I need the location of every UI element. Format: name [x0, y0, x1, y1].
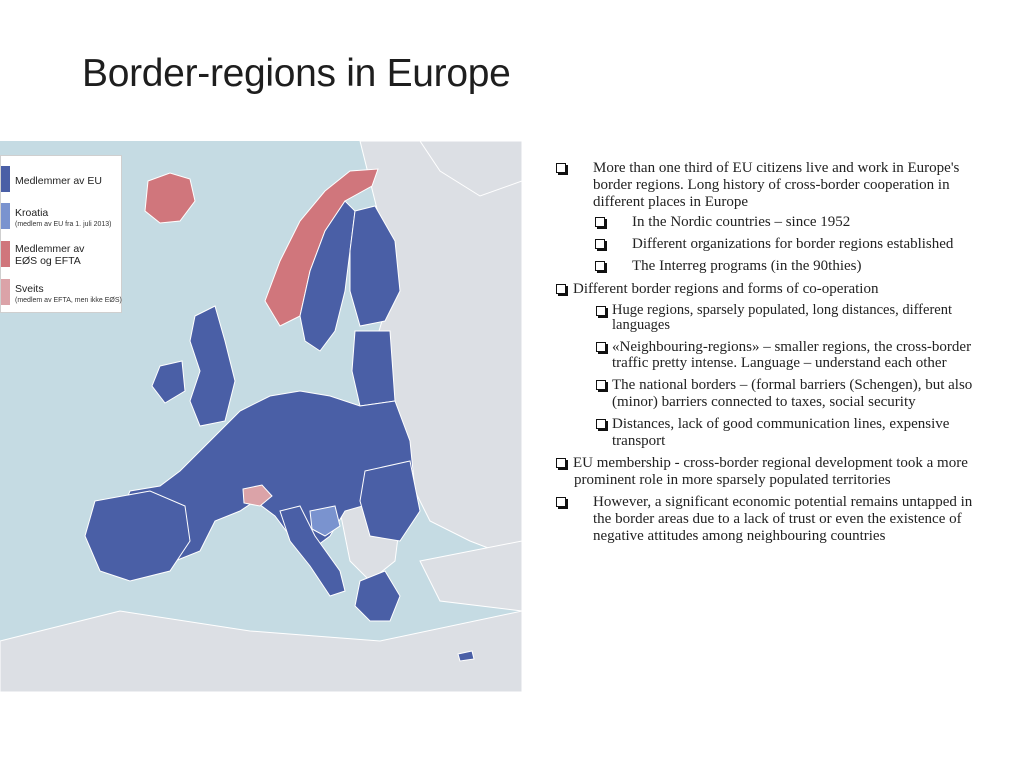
legend-swatch-eu	[1, 166, 10, 192]
bullet-1-sub-2	[550, 236, 990, 253]
bullet-2-sub-4-text: Distances, lack of good communication lines, expensive transport	[612, 415, 950, 449]
bullet-2-sub-4	[550, 416, 990, 450]
non-member-land-africa	[0, 611, 522, 692]
bullet-1-sub-1	[550, 214, 990, 231]
bullet-4-text: However, a significant economic potential remains untapped in the border areas due to a lack of trust or even the existence of negative attitudes among neighbouring countries	[593, 493, 973, 544]
bullet-1-text: More than one third of EU citizens live and work in Europe's border regions. Long history of cross-border cooperation in different places in Europe	[593, 160, 960, 210]
non-member-land-turkey	[420, 541, 522, 611]
checkbox-bullet-icon	[596, 419, 606, 429]
bullet-2	[550, 281, 990, 298]
checkbox-bullet-icon	[595, 217, 605, 227]
legend-swatch-eea	[1, 241, 10, 267]
checkbox-bullet-icon	[556, 163, 566, 173]
legend-note-switzerland: (medlem av EFTA, men ikke EØS)	[15, 297, 122, 304]
bullet-3	[550, 455, 990, 489]
checkbox-bullet-icon	[556, 284, 566, 294]
legend-swatch-switzerland	[1, 279, 10, 305]
bullet-2-sub-2-text: «Neighbouring-regions» – smaller regions, the cross-border traffic pretty intense. Language – understand each other	[612, 338, 972, 372]
legend-label-eea-line1: Medlemmer av	[15, 243, 85, 255]
checkbox-bullet-icon	[595, 239, 605, 249]
romania-bulgaria	[360, 461, 420, 541]
bullet-2-text: Different border regions and forms of co-operation	[573, 280, 879, 297]
iberia	[85, 491, 190, 581]
checkbox-bullet-icon	[596, 306, 606, 316]
bullet-2-sub-1-text: Huge regions, sparsely populated, long distances, different languages	[612, 301, 952, 334]
baltic-states	[352, 331, 395, 406]
legend-label-eu: Medlemmer av EU	[15, 175, 102, 187]
checkbox-bullet-icon	[596, 342, 606, 352]
checkbox-bullet-icon	[556, 497, 566, 507]
legend-label-croatia: Kroatia	[15, 207, 49, 219]
bullet-4	[550, 494, 990, 544]
bullet-2-sub-3-text: The national borders – (formal barriers (Schengen), but also (minor) barriers connected to taxes, social security	[612, 377, 973, 410]
legend-label-eea-line2: EØS og EFTA	[15, 255, 81, 267]
bullet-1	[550, 160, 990, 210]
bullet-3-text: EU membership - cross-border regional development took a more prominent role in more sparsely populated territories	[573, 455, 968, 489]
bullet-2-sub-3	[550, 377, 990, 411]
bullet-2-sub-1	[550, 303, 990, 334]
checkbox-bullet-icon	[596, 380, 606, 390]
iceland	[145, 173, 195, 223]
bullet-list	[550, 160, 990, 548]
bullet-2-sub-2	[550, 339, 990, 373]
ireland	[152, 361, 185, 403]
checkbox-bullet-icon	[556, 458, 566, 468]
slide-title: Border-regions in Europe	[82, 52, 511, 95]
bullet-1-sub-1-text: In the Nordic countries – since 1952	[632, 214, 851, 231]
europe-map	[0, 141, 522, 692]
bullet-1-sub-2-text: Different organizations for border regions established	[632, 236, 954, 253]
great-britain	[190, 306, 235, 426]
bullet-1-sub-3	[550, 258, 990, 275]
greece	[355, 571, 400, 621]
legend-note-croatia: (medlem av EU fra 1. juli 2013)	[15, 221, 112, 228]
checkbox-bullet-icon	[595, 261, 605, 271]
legend-label-switzerland: Sveits	[15, 283, 44, 295]
bullet-1-sub-3-text: The Interreg programs (in the 90thies)	[632, 257, 862, 274]
legend-swatch-croatia	[1, 203, 10, 229]
map-legend	[0, 155, 122, 313]
